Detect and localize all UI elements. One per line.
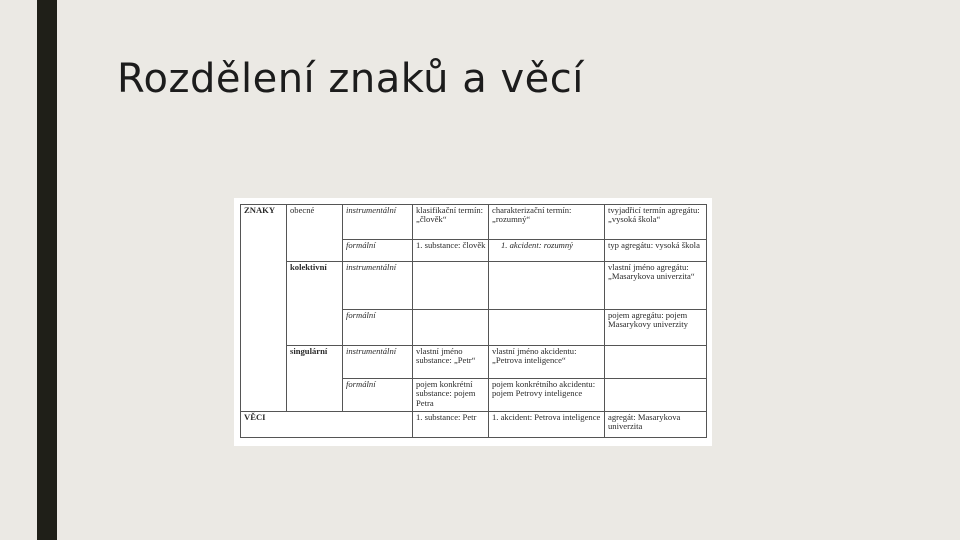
table-cell: pojem agregátu: pojem Masarykovy univerzity — [605, 310, 707, 346]
table-cell: vlastní jméno akcidentu: „Petrova inteligence“ — [489, 346, 605, 379]
table-cell: agregát: Masarykova univerzita — [605, 412, 707, 438]
table-cell: 1. akcident: Petrova inteligence — [489, 412, 605, 438]
table-row — [241, 262, 707, 310]
table-cell: pojem konkrétního akcidentu: pojem Petrovy inteligence — [489, 379, 605, 412]
table-cell: typ agregátu: vysoká škola — [605, 240, 707, 262]
table-row — [241, 205, 707, 240]
table-cell — [605, 346, 707, 379]
table-cell: vlastní jméno substance: „Petr“ — [413, 346, 489, 379]
veci-cell: VĚCI — [241, 412, 413, 438]
table-cell — [489, 310, 605, 346]
singularni-cell: singulární — [287, 346, 343, 412]
aspect-cell: instrumentální — [343, 262, 413, 310]
table-row — [241, 412, 707, 438]
aspect-cell: instrumentální — [343, 346, 413, 379]
table-cell — [413, 262, 489, 310]
aspect-cell: formální — [343, 310, 413, 346]
table-row — [241, 346, 707, 379]
table-cell — [605, 379, 707, 412]
znaky-cell: ZNAKY — [241, 205, 287, 412]
left-accent-bar — [37, 0, 57, 540]
table-cell: tvyjadřicí termín agregátu: „vysoká škola“ — [605, 205, 707, 240]
obecne-cell: obecné — [287, 205, 343, 262]
table-cell: charakterizační termín: „rozumný“ — [489, 205, 605, 240]
aspect-cell: formální — [343, 240, 413, 262]
slide-title: Rozdělení znaků a věcí — [117, 56, 584, 102]
table-cell: 1. substance: Petr — [413, 412, 489, 438]
table-cell: 1. akcident: rozumný — [489, 240, 605, 262]
table-cell: 1. substance: člověk — [413, 240, 489, 262]
table-cell: pojem konkrétní substance: pojem Petra — [413, 379, 489, 412]
aspect-cell: formální — [343, 379, 413, 412]
aspect-cell: instrumentální — [343, 205, 413, 240]
classification-table — [240, 204, 707, 438]
classification-table-image — [234, 198, 712, 446]
table-cell: klasifikační termín: „člověk“ — [413, 205, 489, 240]
table-cell — [489, 262, 605, 310]
table-cell — [413, 310, 489, 346]
table-cell: vlastní jméno agregátu: „Masarykova univerzita“ — [605, 262, 707, 310]
kolektivni-cell: kolektivní — [287, 262, 343, 346]
